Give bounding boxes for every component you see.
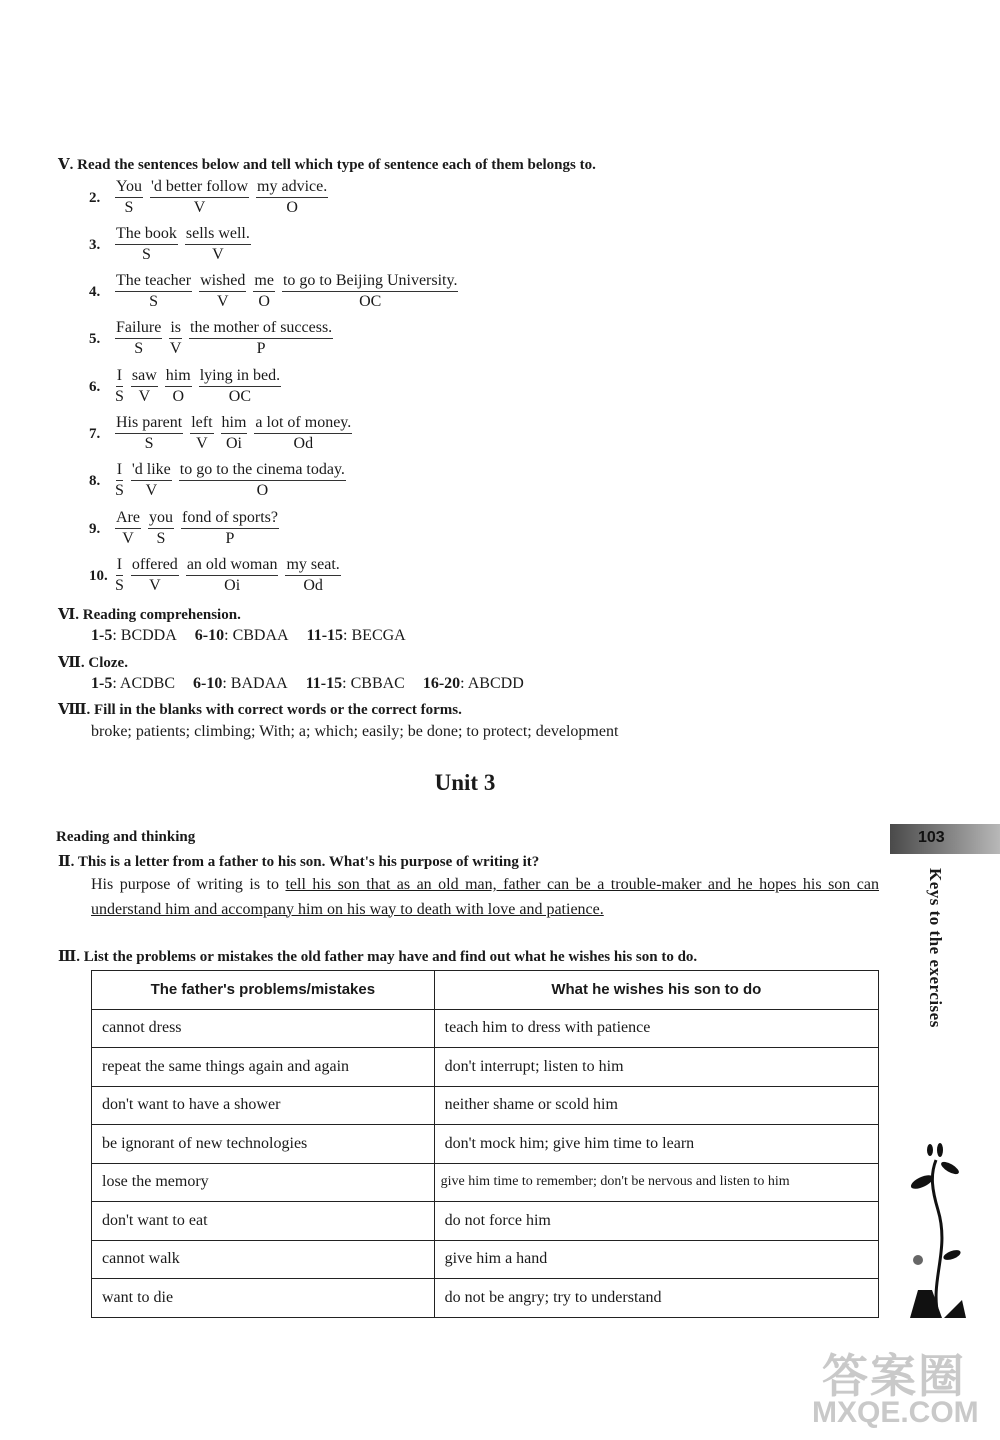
section-iii-numeral: Ⅲ. [58, 949, 81, 965]
fill-blank-answers: broke; patients; climbing; With; a; which; easily; be done; to protect; development [91, 723, 619, 740]
section-ii-numeral: Ⅱ. [58, 854, 75, 870]
page-number: 103 [918, 829, 945, 846]
segment-words: I [116, 556, 123, 576]
sentence-row [115, 414, 352, 454]
segment-words: wished [199, 272, 246, 292]
problem-cell: repeat the same things again and again [92, 1048, 435, 1087]
sentence-segment [186, 556, 279, 596]
sentence-row [115, 461, 346, 501]
segment-words: lying in bed. [199, 367, 281, 387]
sentence-segment [115, 509, 141, 549]
section-vi-numeral: Ⅵ. [58, 607, 79, 623]
segment-words: His parent [115, 414, 183, 434]
reading-answers [91, 627, 424, 645]
item-number: 4. [89, 284, 101, 300]
sentence-row [115, 509, 279, 549]
problem-cell: cannot dress [92, 1009, 435, 1048]
problem-cell: don't want to have a shower [92, 1086, 435, 1125]
answer-group: 6-10: CBDAA [194, 627, 289, 644]
answer-range: 1-5 [91, 675, 113, 692]
answer-letters: BECGA [351, 627, 406, 644]
wish-cell: don't interrupt; listen to him [434, 1048, 878, 1087]
sentence-segment [256, 178, 328, 218]
section-viii-numeral: Ⅷ. [58, 702, 91, 718]
answer-group: 1-5: BCDDA [91, 627, 177, 644]
segment-words: you [148, 509, 174, 529]
table-header-row [92, 971, 879, 1010]
segment-role: S [115, 482, 124, 499]
section-vii-title: Cloze. [88, 655, 128, 671]
sentence-segment [148, 509, 174, 549]
item-number: 5. [89, 331, 101, 347]
watermark-site: MXQE.COM [812, 1396, 979, 1429]
sentence-segment [150, 178, 249, 218]
answer-range: 11-15 [305, 675, 343, 692]
sentence-segment [199, 367, 281, 407]
sentence-segment [115, 414, 183, 454]
segment-role: V [212, 246, 224, 263]
answer-range: 16-20 [422, 675, 461, 692]
sentence-segment [165, 367, 192, 407]
segment-role: S [141, 246, 151, 263]
section-ii-title: This is a letter from a father to his son. What's his purpose of writing it? [77, 854, 540, 870]
sentence-segment [169, 319, 182, 359]
segment-role: S [134, 340, 144, 357]
table-row [92, 1163, 879, 1202]
segment-role: Oi [224, 577, 241, 594]
purpose-lead: His purpose of writing is to [91, 876, 286, 893]
purpose-underlined: tell his son that as an old man, father can be a trouble-maker and he hopes his son can understand him and accompany him on his way to death with love and patience. [91, 876, 880, 918]
sentence-segment [115, 556, 124, 596]
segment-role: P [225, 530, 235, 547]
section-viii-title: Fill in the blanks with correct words or the correct forms. [94, 702, 462, 718]
segment-words: fond of sports? [181, 509, 279, 529]
sentence-segment [282, 272, 459, 312]
answer-range: 6-10 [193, 675, 223, 692]
sentence-segment [115, 272, 192, 312]
sentence-row [115, 272, 458, 312]
subheading: Reading and thinking [56, 829, 196, 845]
segment-words: sells well. [185, 225, 251, 245]
segment-role: OC [228, 388, 252, 405]
side-tab-label: Keys to the exercises [926, 868, 945, 1028]
section-iii-title: List the problems or mistakes the old father may have and find out what he wishes his son to do. [83, 949, 698, 965]
section-vi-title: Reading comprehension. [82, 607, 241, 623]
segment-words: to go to Beijing University. [282, 272, 459, 292]
segment-words: is [169, 319, 182, 339]
sentence-segment [131, 556, 179, 596]
answer-letters: ABCDD [467, 675, 524, 692]
answer-range: 11-15 [306, 627, 344, 644]
segment-words: The book [115, 225, 178, 245]
segment-role: O [172, 388, 185, 405]
sentence-segment [115, 178, 143, 218]
item-number: 8. [89, 473, 101, 489]
segment-role: V [196, 435, 208, 452]
sentence-segment [115, 225, 178, 265]
answer-group: 11-15: CBBAC [305, 675, 405, 692]
segment-role: V [169, 340, 182, 357]
plant-illustration-icon [900, 1140, 970, 1320]
section-v-heading [58, 155, 596, 174]
page-tab [890, 824, 1000, 854]
sentence-row [115, 319, 333, 359]
item-number: 6. [89, 379, 101, 395]
answer-letters: BADAA [230, 675, 288, 692]
item-number: 9. [89, 521, 101, 537]
segment-role: Od [303, 577, 323, 594]
sentence-row [115, 178, 328, 218]
table-row [92, 1240, 879, 1279]
problem-cell: be ignorant of new technologies [92, 1125, 435, 1164]
segment-role: V [193, 199, 206, 216]
sentence-segment [115, 367, 124, 407]
answer-group: 16-20: ABCDD [422, 675, 524, 692]
problem-cell: cannot walk [92, 1240, 435, 1279]
segment-role: S [144, 435, 154, 452]
segment-words: saw [131, 367, 158, 387]
segment-role: S [156, 530, 166, 547]
item-number: 3. [89, 237, 101, 253]
segment-role: P [256, 340, 266, 357]
segment-words: a lot of money. [254, 414, 352, 434]
sentence-row [115, 225, 251, 265]
sentence-segment [199, 272, 246, 312]
answer-letters: CBBAC [350, 675, 405, 692]
wish-cell: neither shame or scold him [434, 1086, 878, 1125]
answer-letters: ACDBC [119, 675, 176, 692]
segment-words: I [116, 461, 123, 481]
section-vii-heading [58, 653, 128, 672]
header-problems: The father's problems/mistakes [92, 971, 435, 1010]
segment-role: S [115, 577, 124, 594]
sentence-segment [115, 461, 124, 501]
table-row [92, 1086, 879, 1125]
problem-cell: lose the memory [92, 1163, 435, 1202]
answer-range: 1-5 [91, 627, 113, 644]
table-row [92, 1125, 879, 1164]
table-row [92, 1202, 879, 1241]
sentence-row [115, 367, 281, 407]
wish-cell: do not force him [434, 1202, 878, 1241]
problems-table [91, 970, 879, 1318]
segment-words: him [165, 367, 192, 387]
problem-cell: don't want to eat [92, 1202, 435, 1241]
segment-role: V [216, 293, 229, 310]
segment-words: Failure [115, 319, 162, 339]
segment-words: the mother of success. [189, 319, 333, 339]
wish-cell: give him a hand [434, 1240, 878, 1279]
wish-cell: give him time to remember; don't be nervous and listen to him [434, 1163, 878, 1202]
segment-role: S [124, 199, 134, 216]
item-number: 10. [89, 568, 108, 584]
purpose-answer [91, 873, 879, 922]
segment-words: my seat. [285, 556, 340, 576]
item-number: 7. [89, 426, 101, 442]
answer-letters: BCDDA [120, 627, 177, 644]
sentence-segment [115, 319, 162, 359]
wish-cell: teach him to dress with patience [434, 1009, 878, 1048]
segment-words: 'd better follow [150, 178, 249, 198]
problem-cell: want to die [92, 1279, 435, 1318]
segment-role: Oi [225, 435, 242, 452]
answer-range: 6-10 [194, 627, 225, 644]
segment-words: left [190, 414, 213, 434]
header-wishes: What he wishes his son to do [434, 971, 878, 1010]
item-number: 2. [89, 190, 101, 206]
sentence-segment [285, 556, 340, 596]
section-v-title: Read the sentences below and tell which type of sentence each of them belongs to. [77, 157, 596, 173]
sentence-segment [253, 272, 275, 312]
sentence-row [115, 556, 341, 596]
section-iii-heading [58, 947, 697, 966]
sentence-segment [181, 509, 279, 549]
sentence-segment [190, 414, 213, 454]
segment-words: I [116, 367, 123, 387]
segment-words: to go to the cinema today. [179, 461, 346, 481]
cloze-answers [91, 675, 542, 693]
segment-role: O [286, 199, 298, 216]
section-viii-heading [58, 700, 462, 719]
wish-cell: don't mock him; give him time to learn [434, 1125, 878, 1164]
answer-letters: CBDAA [232, 627, 289, 644]
segment-role: V [138, 388, 151, 405]
segment-words: You [115, 178, 143, 198]
section-vii-numeral: Ⅶ. [58, 655, 85, 671]
segment-words: him [221, 414, 248, 434]
segment-words: offered [131, 556, 179, 576]
section-vi-heading [58, 605, 241, 624]
segment-role: S [115, 388, 124, 405]
table-row [92, 1279, 879, 1318]
segment-role: O [258, 293, 270, 310]
segment-words: my advice. [256, 178, 328, 198]
segment-role: O [256, 482, 269, 499]
segment-role: OC [359, 293, 382, 310]
answer-group: 6-10: BADAA [193, 675, 288, 692]
segment-role: Od [293, 435, 314, 452]
segment-words: an old woman [186, 556, 279, 576]
section-v-numeral: Ⅴ. [58, 157, 74, 173]
sentence-segment [189, 319, 333, 359]
sentence-segment [179, 461, 346, 501]
section-ii-heading [58, 852, 539, 871]
sentence-segment [221, 414, 248, 454]
answer-group: 11-15: BECGA [306, 627, 406, 644]
wish-cell: do not be angry; try to understand [434, 1279, 878, 1318]
sentence-segment [254, 414, 352, 454]
segment-role: V [122, 530, 134, 547]
segment-role: S [149, 293, 158, 310]
table-row [92, 1048, 879, 1087]
sentence-segment [131, 367, 158, 407]
segment-role: V [145, 482, 158, 499]
unit-title: Unit 3 [434, 770, 496, 795]
segment-role: V [149, 577, 161, 594]
segment-words: 'd like [131, 461, 172, 481]
segment-words: The teacher [115, 272, 192, 292]
table-row [92, 1009, 879, 1048]
segment-words: me [253, 272, 275, 292]
answer-group: 1-5: ACDBC [91, 675, 176, 692]
watermark-logo: 答案圈 [822, 1350, 966, 1402]
sentence-segment [131, 461, 172, 501]
sentence-segment [185, 225, 251, 265]
segment-words: Are [115, 509, 141, 529]
